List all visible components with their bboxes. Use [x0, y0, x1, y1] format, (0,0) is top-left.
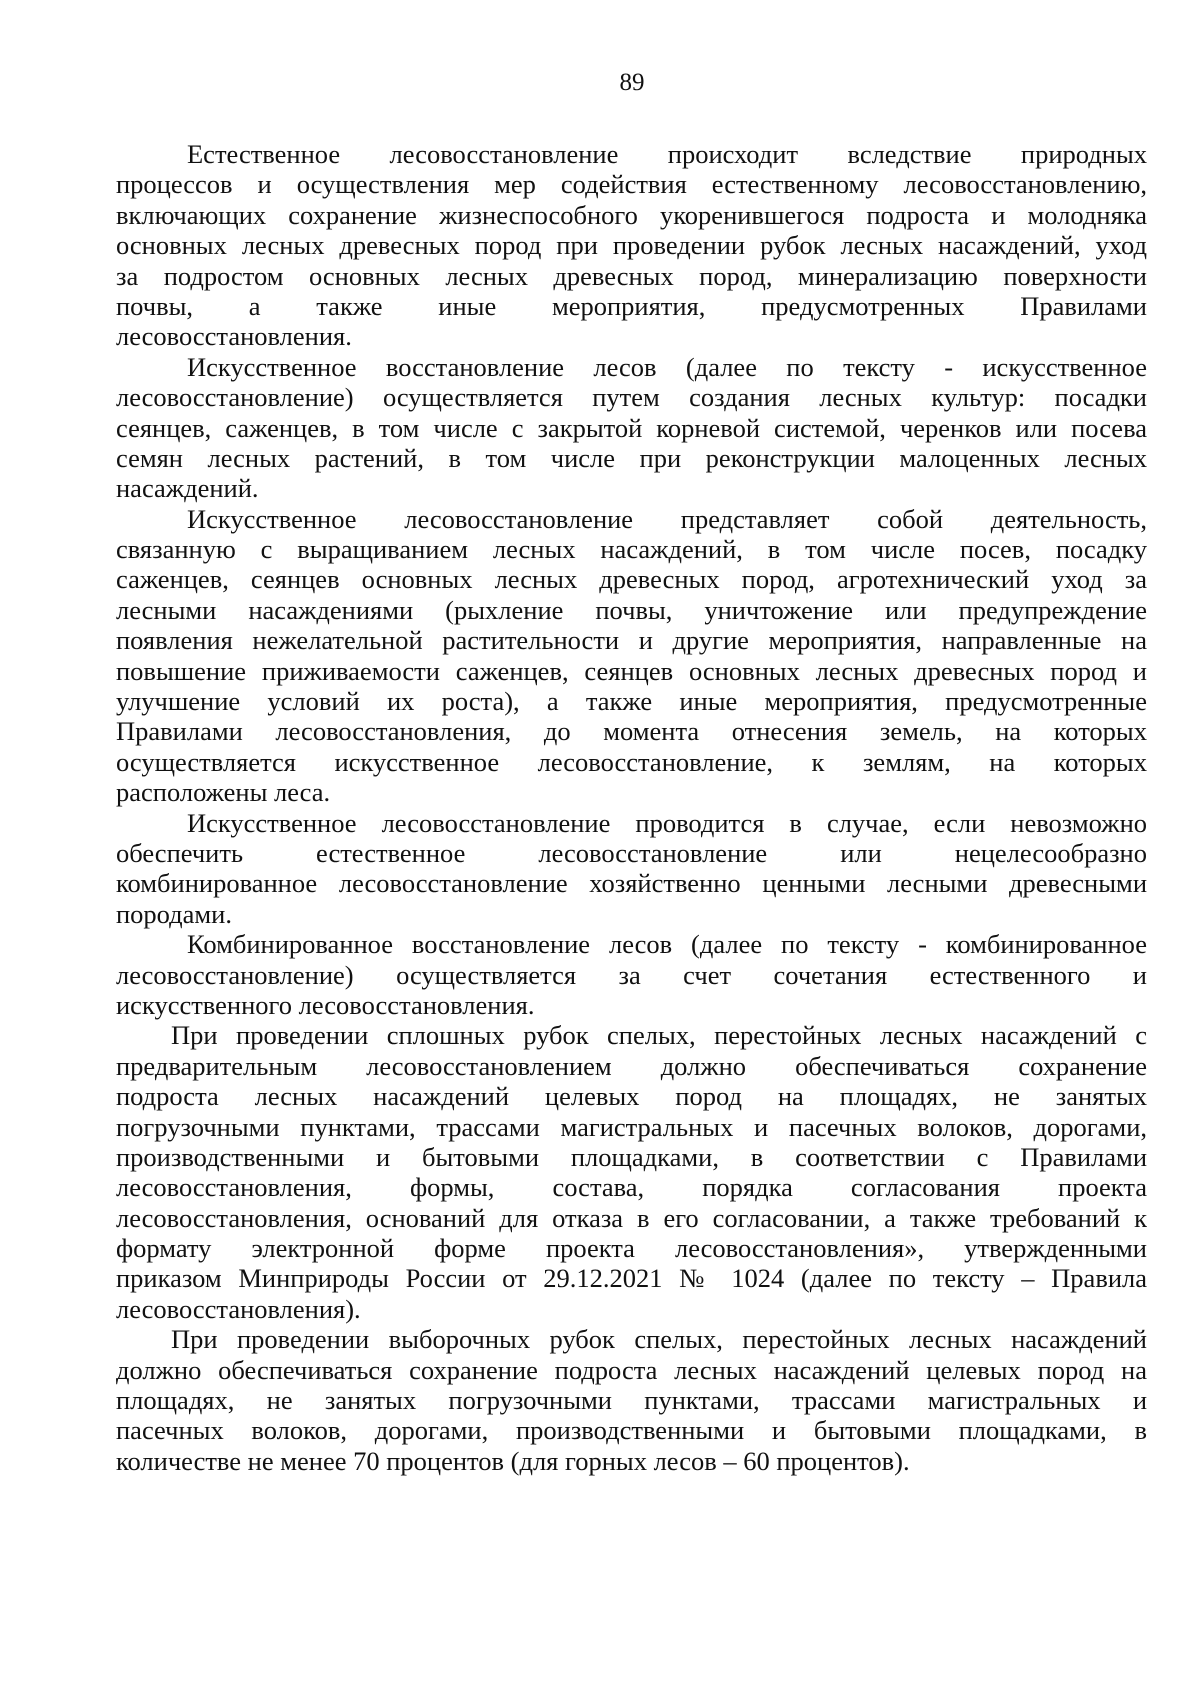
- text-line: насаждений.: [116, 473, 259, 504]
- page-number: 89: [619, 69, 645, 96]
- text-line: породами.: [116, 898, 232, 929]
- text-line: процессов и осуществления мер содействия естественному лесовосстановлению,: [116, 169, 1147, 200]
- paragraph: [116, 139, 1147, 352]
- text-line: улучшение условий их роста), а также иные мероприятия, предусмотренные: [116, 686, 1147, 717]
- text-line: лесовосстановление) осуществляется путем создания лесных культур: посадки: [116, 382, 1147, 413]
- text-line: лесовосстановления, формы, состава, порядка согласования проекта: [116, 1172, 1147, 1203]
- paragraph: [116, 808, 1147, 930]
- document-body: [116, 139, 1147, 1476]
- text-line: повышение приживаемости саженцев, сеянцев основных лесных древесных пород и: [116, 655, 1147, 686]
- paragraph: [116, 1324, 1147, 1476]
- text-line: Искусственное восстановление лесов (далее по тексту - искусственное: [187, 351, 1147, 382]
- paragraph: [116, 352, 1147, 504]
- text-line: лесовосстановления).: [116, 1293, 361, 1324]
- text-line: Комбинированное восстановление лесов (далее по тексту - комбинированное: [187, 929, 1147, 960]
- text-line: предварительным лесовосстановлением должно обеспечиваться сохранение: [116, 1050, 1147, 1081]
- text-line: должно обеспечиваться сохранение подроста лесных насаждений целевых пород на: [116, 1354, 1147, 1385]
- text-line: формату электронной форме проекта лесовосстановления», утвержденными: [116, 1233, 1147, 1264]
- text-line: осуществляется искусственное лесовосстановление, к землям, на которых: [116, 746, 1147, 777]
- text-line: погрузочными пунктами, трассами магистральных и пасечных волоков, дорогами,: [116, 1111, 1147, 1142]
- text-line: подроста лесных насаждений целевых пород на площадях, не занятых: [116, 1081, 1147, 1112]
- paragraph: [116, 1020, 1147, 1324]
- paragraph: [116, 504, 1147, 808]
- text-line: обеспечить естественное лесовосстановление или нецелесообразно: [116, 837, 1147, 868]
- text-line: лесовосстановление) осуществляется за счет сочетания естественного и: [116, 959, 1147, 990]
- text-line: лесовосстановления.: [116, 321, 352, 352]
- paragraph: [116, 929, 1147, 1020]
- text-line: саженцев, сеянцев основных лесных древесных пород, агротехнический уход за: [116, 564, 1147, 595]
- text-line: пасечных волоков, дорогами, производственными и бытовыми площадками, в: [116, 1415, 1147, 1446]
- text-line: количестве не менее 70 процентов (для горных лесов – 60 процентов).: [116, 1445, 910, 1476]
- text-line: появления нежелательной растительности и другие мероприятия, направленные на: [116, 625, 1147, 656]
- text-line: Естественное лесовосстановление происходит вследствие природных: [187, 139, 1147, 169]
- text-line: приказом Минприроды России от 29.12.2021 № 1024 (далее по тексту – Правила: [116, 1263, 1147, 1294]
- text-line: При проведении сплошных рубок спелых, перестойных лесных насаждений с: [171, 1020, 1147, 1051]
- text-line: почвы, а также иные мероприятия, предусмотренных Правилами: [116, 290, 1147, 321]
- text-line: связанную с выращиванием лесных насаждений, в том числе посев, посадку: [116, 534, 1147, 565]
- text-line: Правилами лесовосстановления, до момента отнесения земель, на которых: [116, 716, 1147, 747]
- text-line: семян лесных растений, в том числе при реконструкции малоценных лесных: [116, 442, 1147, 473]
- text-line: лесными насаждениями (рыхление почвы, уничтожение или предупреждение: [116, 594, 1147, 625]
- text-line: искусственного лесовосстановления.: [116, 989, 535, 1020]
- text-line: основных лесных древесных пород при проведении рубок лесных насаждений, уход: [116, 230, 1147, 261]
- text-line: Искусственное лесовосстановление проводится в случае, если невозможно: [187, 807, 1147, 838]
- text-line: При проведении выборочных рубок спелых, перестойных лесных насаждений: [171, 1324, 1147, 1355]
- text-line: за подростом основных лесных древесных пород, минерализацию поверхности: [116, 260, 1147, 291]
- text-line: сеянцев, саженцев, в том числе с закрытой корневой системой, черенков или посева: [116, 412, 1147, 443]
- text-line: площадях, не занятых погрузочными пунктами, трассами магистральных и: [116, 1385, 1147, 1416]
- text-line: комбинированное лесовосстановление хозяйственно ценными лесными древесными: [116, 868, 1147, 899]
- text-line: расположены леса.: [116, 777, 331, 808]
- text-line: лесовосстановления, оснований для отказа в его согласовании, а также требований к: [116, 1202, 1147, 1233]
- text-line: производственными и бытовыми площадками, в соответствии с Правилами: [116, 1141, 1147, 1172]
- text-line: включающих сохранение жизнеспособного укоренившегося подроста и молодняка: [116, 199, 1147, 230]
- text-line: Искусственное лесовосстановление представляет собой деятельность,: [187, 503, 1147, 534]
